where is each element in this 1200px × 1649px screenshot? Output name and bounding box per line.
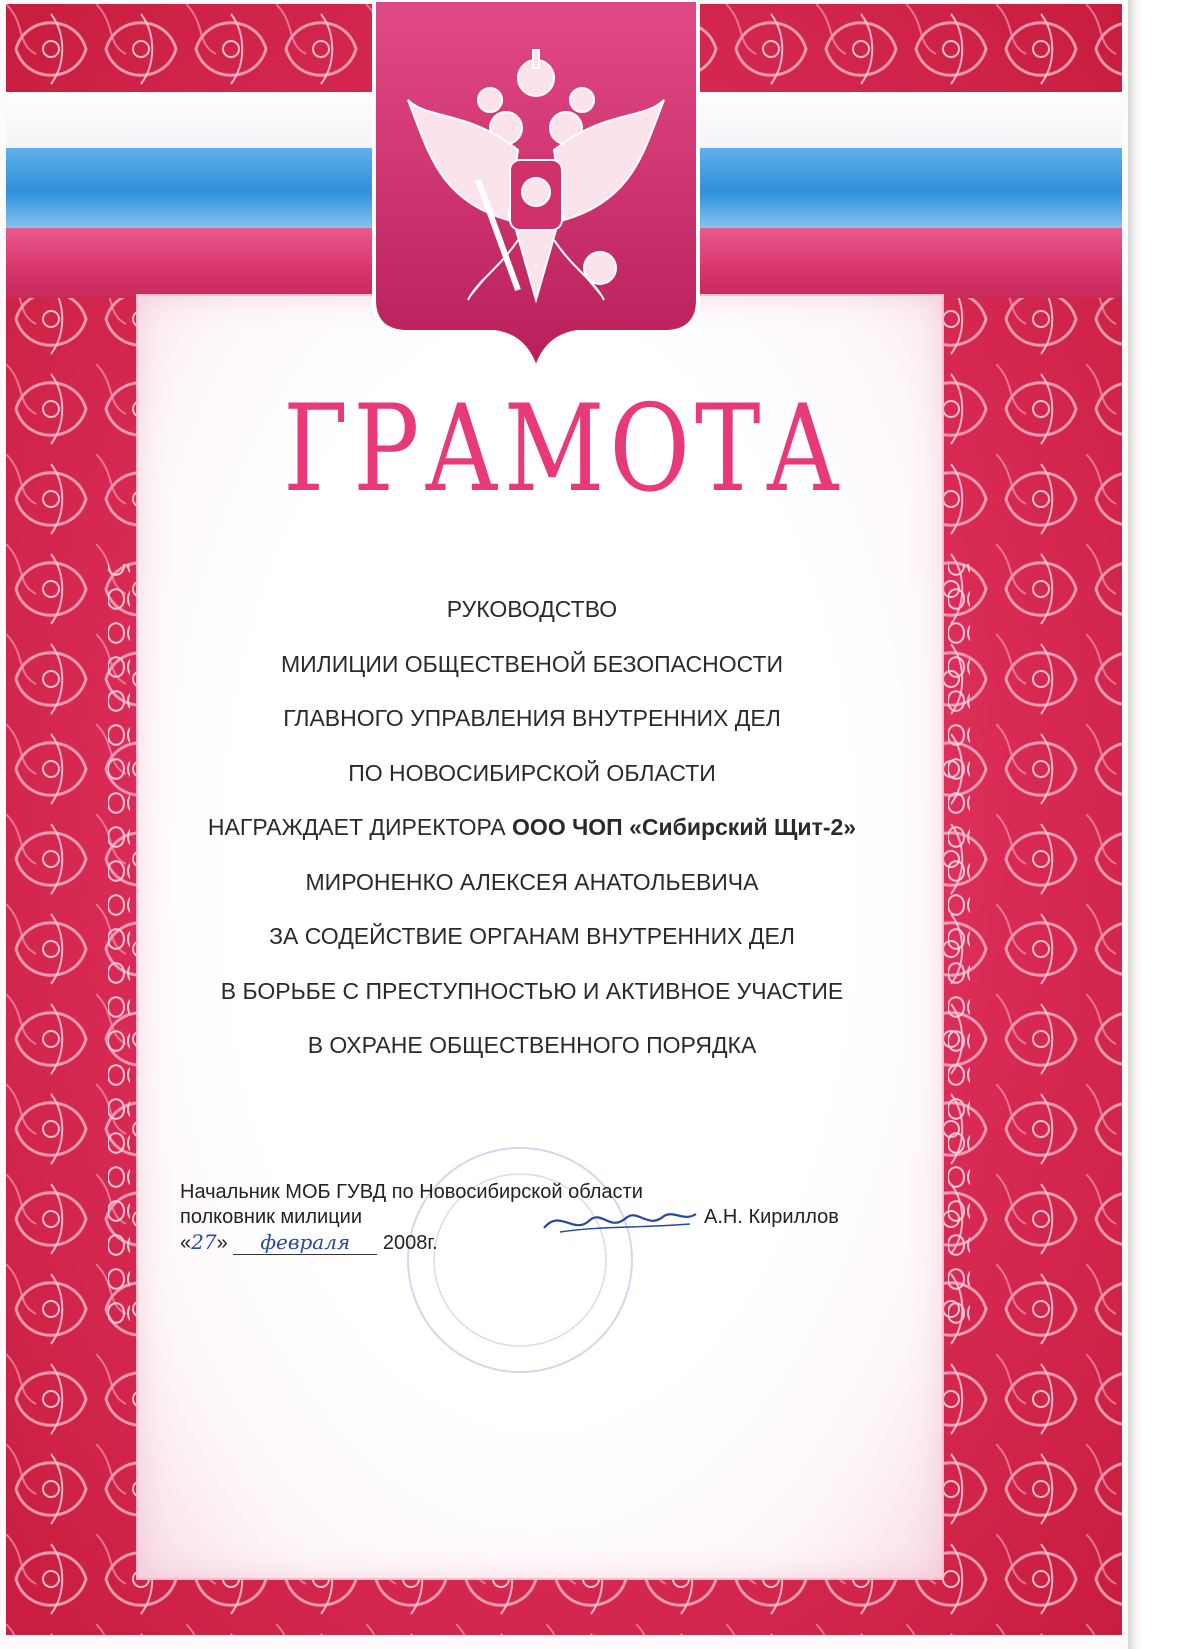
body-line: В БОРЬБЕ С ПРЕСТУПНОСТЬЮ И АКТИВНОЕ УЧАСТИЕ [220, 977, 844, 1004]
certificate-title: ГРАМОТА [283, 380, 845, 519]
date-open-quote: « [180, 1232, 192, 1254]
date-close-quote: » [216, 1232, 228, 1254]
signatory-position: Начальник МОБ ГУВД по Новосибирской области [180, 1181, 643, 1203]
signatory-rank: полковник милиции [180, 1206, 362, 1228]
date-day: 27 [191, 1230, 217, 1254]
body-line: РУКОВОДСТВО [446, 596, 618, 622]
body-line: МИРОНЕНКО АЛЕКСЕЯ АНАТОЛЬЕВИЧА [305, 868, 759, 895]
award-prefix: НАГРАЖДАЕТ ДИРЕКТОРА [207, 814, 513, 840]
award-line [130, 810, 934, 865]
body-line: ГЛАВНОГО УПРАВЛЕНИЯ ВНУТРЕННИХ ДЕЛ [283, 705, 781, 731]
body-line: ЗА СОДЕЙСТВИЕ ОРГАНАМ ВНУТРЕННИХ ДЕЛ [269, 923, 795, 949]
handwritten-signature [540, 1202, 700, 1242]
date-month: февраля [233, 1230, 377, 1255]
emblem-shield [368, 0, 704, 372]
body-line: МИЛИЦИИ ОБЩЕСТВЕНОЙ БЕЗОПАСНОСТИ [280, 650, 784, 677]
body-line: В ОХРАНЕ ОБЩЕСТВЕННОГО ПОРЯДКА [307, 1032, 757, 1058]
official-stamp [400, 1140, 640, 1380]
date-year: 2008г. [377, 1232, 438, 1254]
signature-block [180, 1180, 920, 1255]
signatory-name: А.Н. Кириллов [704, 1206, 839, 1228]
coat-of-arms [368, 0, 704, 372]
certificate-body [130, 592, 934, 1083]
body-line: ПО НОВОСИБИРСКОЙ ОБЛАСТИ [348, 759, 716, 786]
scan-margin [1128, 0, 1200, 1649]
award-organization: ООО ЧОП «Сибирский Щит-2» [512, 814, 857, 840]
